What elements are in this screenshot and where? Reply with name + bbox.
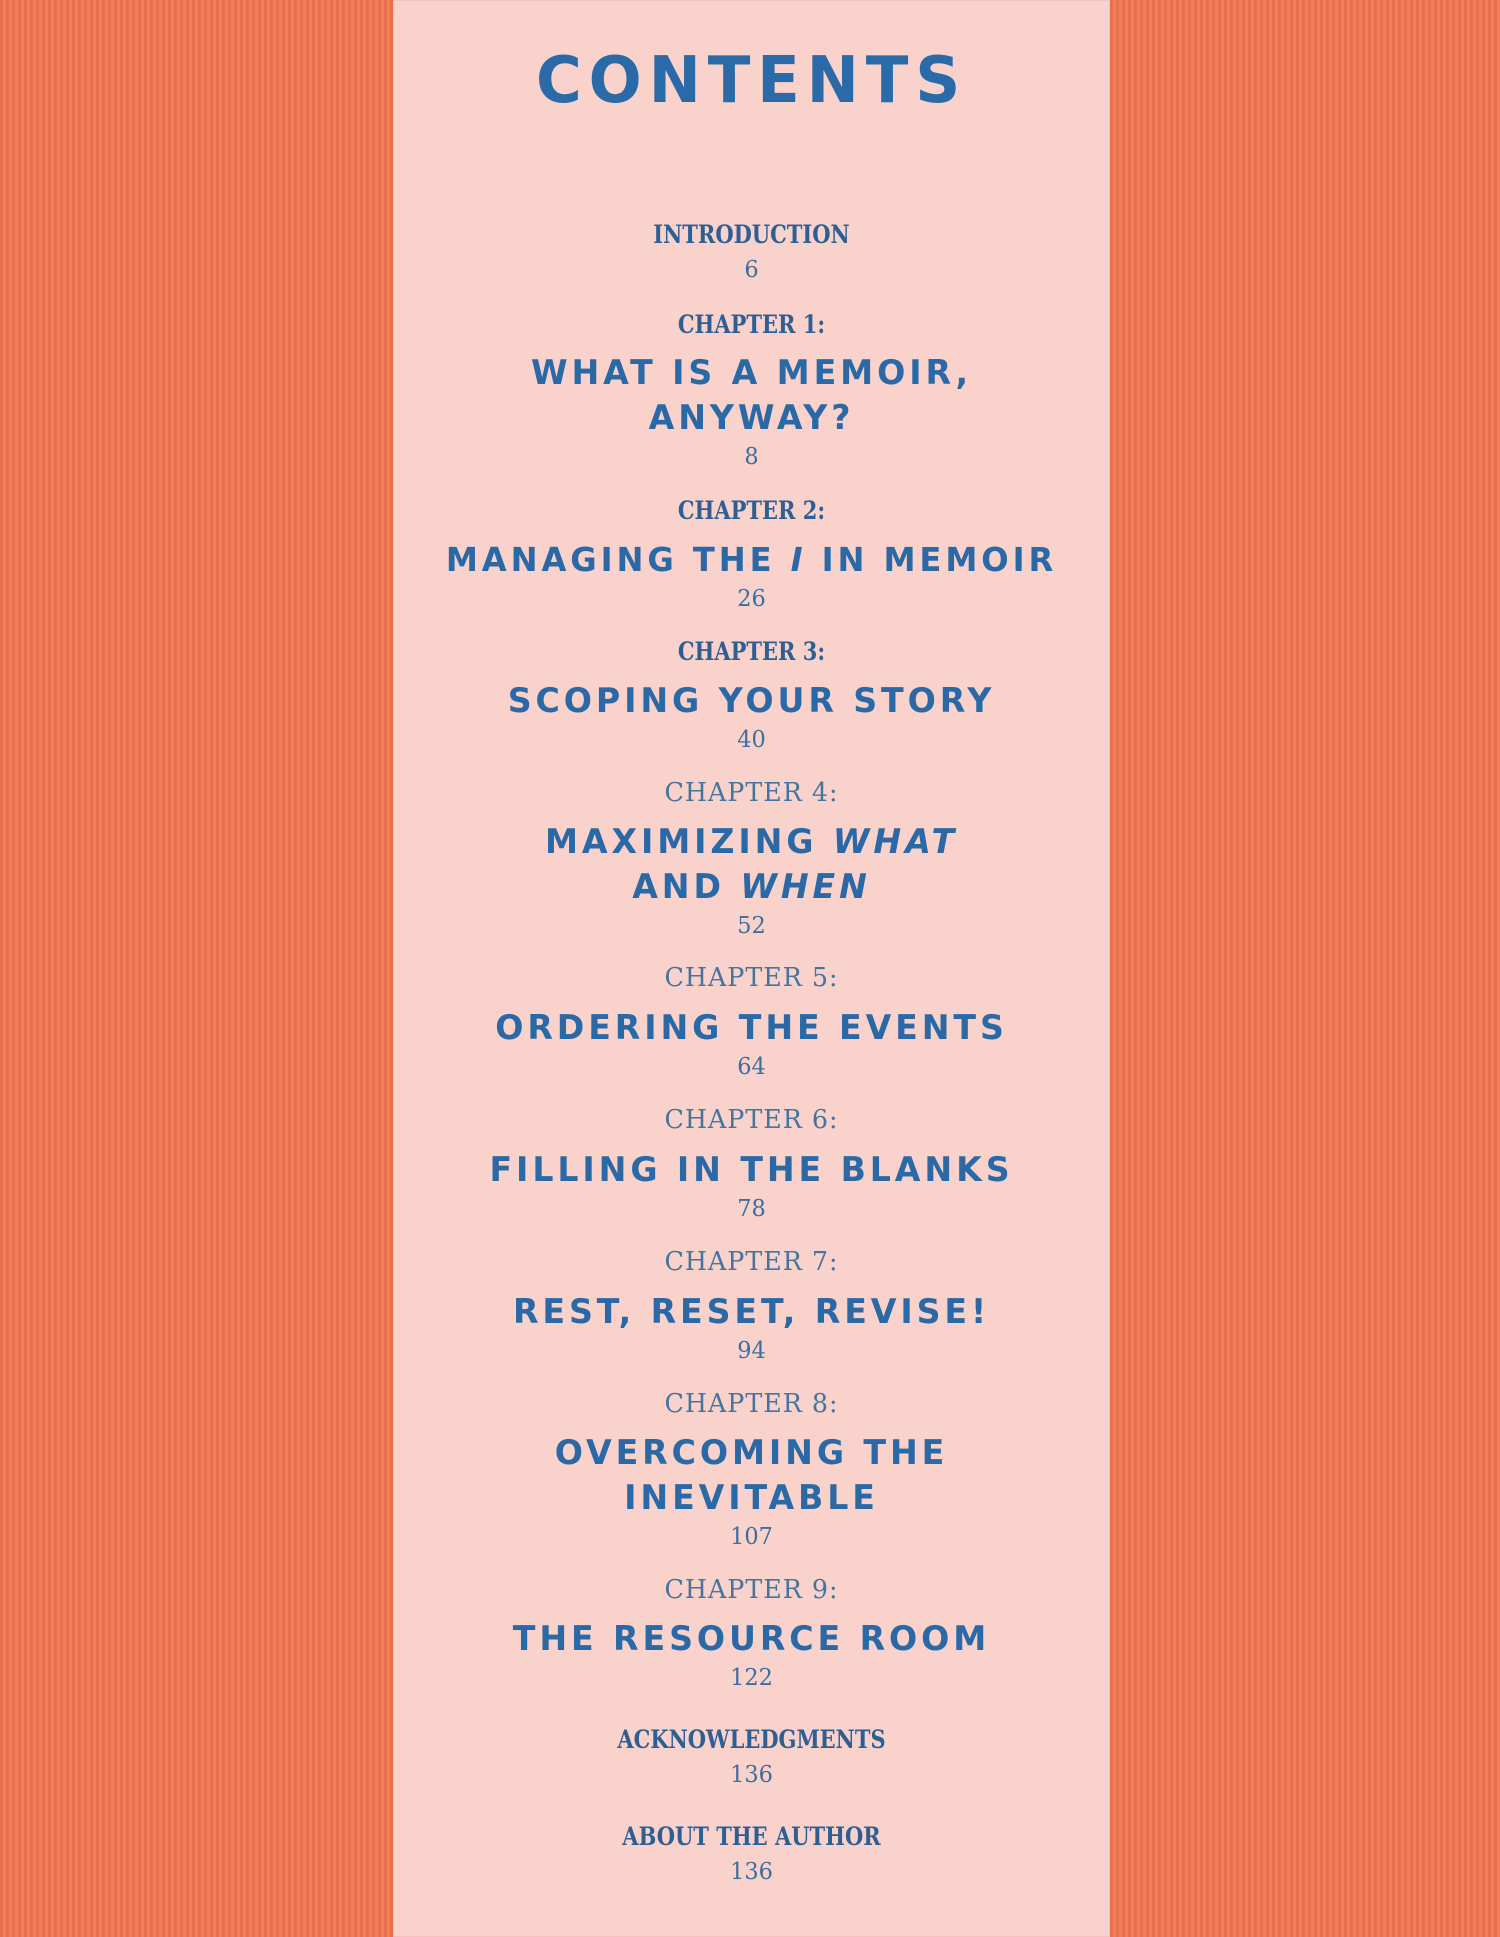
right-decorative-stripe bbox=[1110, 0, 1500, 1937]
toc-ch3-title: SCOPING YOUR STORY bbox=[507, 681, 996, 721]
toc-introduction-label: INTRODUCTION bbox=[653, 220, 850, 249]
toc-ch4-title-line2-part1: AND bbox=[632, 867, 741, 907]
left-decorative-stripe bbox=[0, 0, 393, 1937]
toc-ch9-title: THE RESOURCE ROOM bbox=[512, 1619, 991, 1659]
toc-ch7-label: CHAPTER 7: bbox=[664, 1247, 839, 1277]
toc-ch4-title-line2 bbox=[402, 867, 1102, 907]
page-title: CONTENTS bbox=[535, 44, 968, 118]
toc-ch8-title-line1: OVERCOMING THE bbox=[554, 1433, 949, 1473]
toc-ch9-page: 122 bbox=[730, 1665, 773, 1691]
toc-ch2-page: 26 bbox=[737, 586, 766, 612]
toc-ch4-title-line1-part1: MAXIMIZING bbox=[544, 822, 833, 862]
toc-ch5-label: CHAPTER 5: bbox=[664, 963, 839, 993]
toc-ch1-title-line2: ANYWAY? bbox=[648, 398, 855, 438]
toc-ch5-page: 64 bbox=[737, 1054, 766, 1080]
toc-ch2-title-italic: I bbox=[790, 540, 807, 579]
toc-ch2-title bbox=[402, 540, 1102, 579]
toc-ch1-title-line1: WHAT IS A MEMOIR, bbox=[530, 353, 973, 393]
toc-ch8-page: 107 bbox=[730, 1524, 773, 1550]
toc-ch6-page: 78 bbox=[737, 1196, 766, 1222]
toc-ch6-title: FILLING IN THE BLANKS bbox=[489, 1150, 1014, 1190]
toc-ch8-label: CHAPTER 8: bbox=[664, 1389, 839, 1419]
toc-about-page: 136 bbox=[730, 1859, 773, 1885]
toc-about-label: ABOUT THE AUTHOR bbox=[622, 1822, 881, 1851]
toc-acknowledgments-page: 136 bbox=[730, 1762, 773, 1788]
toc-ch2-label: CHAPTER 2: bbox=[677, 496, 826, 525]
toc-ch2-title-part1: MANAGING THE bbox=[445, 540, 791, 579]
toc-ch1-page: 8 bbox=[744, 444, 759, 470]
toc-ch9-label: CHAPTER 9: bbox=[664, 1575, 839, 1605]
toc-ch8-title-line2: INEVITABLE bbox=[624, 1478, 879, 1518]
toc-ch5-title: ORDERING THE EVENTS bbox=[495, 1008, 1008, 1048]
toc-ch4-title-line1 bbox=[402, 822, 1102, 862]
toc-ch2-title-part2: IN MEMOIR bbox=[806, 540, 1058, 579]
toc-acknowledgments-label: ACKNOWLEDGMENTS bbox=[617, 1725, 886, 1754]
toc-ch7-page: 94 bbox=[737, 1338, 766, 1364]
toc-ch4-title-line1-italic: WHAT bbox=[832, 822, 959, 862]
toc-ch4-label: CHAPTER 4: bbox=[664, 778, 839, 808]
toc-ch3-label: CHAPTER 3: bbox=[677, 637, 826, 666]
contents-panel bbox=[393, 0, 1110, 1937]
toc-ch4-page: 52 bbox=[737, 913, 766, 939]
toc-ch1-label: CHAPTER 1: bbox=[677, 310, 826, 339]
toc-introduction-page: 6 bbox=[744, 257, 759, 283]
toc-ch3-page: 40 bbox=[737, 727, 766, 753]
toc-ch4-title-line2-italic: WHEN bbox=[740, 867, 871, 907]
toc-ch7-title: REST, RESET, REVISE! bbox=[512, 1292, 991, 1332]
toc-ch6-label: CHAPTER 6: bbox=[664, 1105, 839, 1135]
